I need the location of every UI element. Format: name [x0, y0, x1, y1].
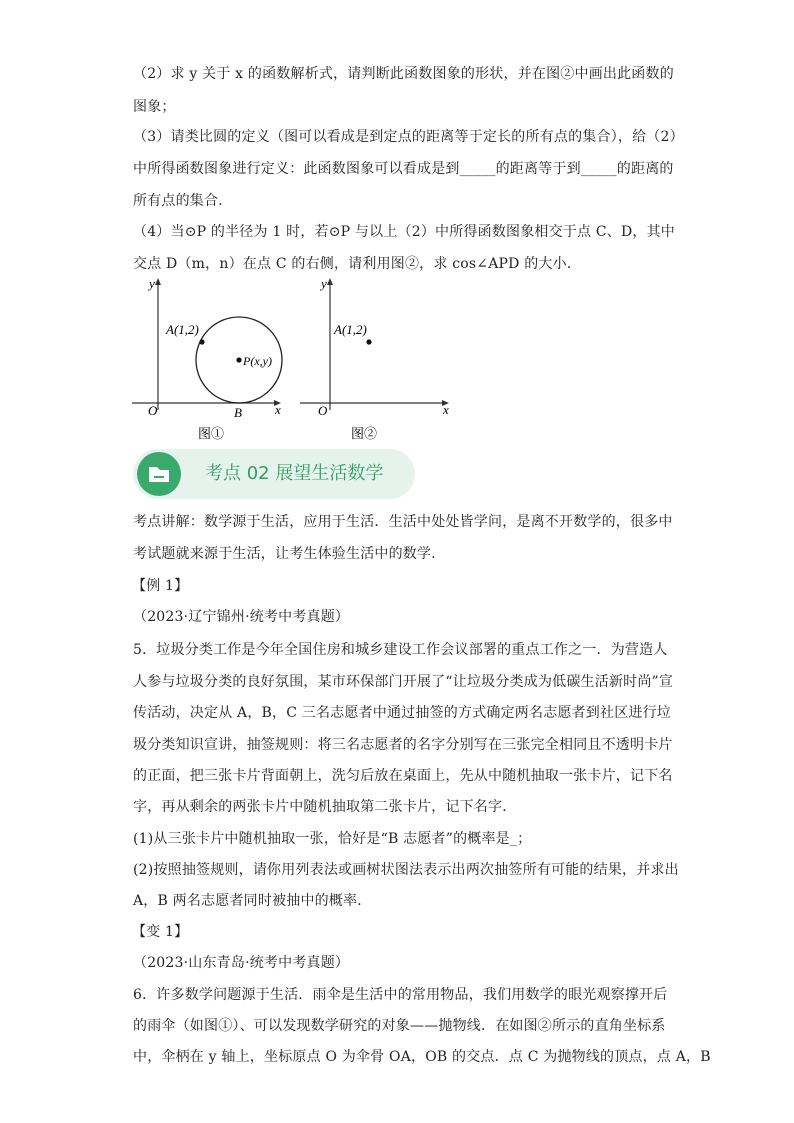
fig1-y-label: y	[149, 276, 155, 291]
variant-label: 【变 1】	[132, 924, 189, 940]
example-label: 【例 1】	[132, 578, 189, 594]
variant-source: （2023·山东青岛·统考中考真题）	[133, 955, 350, 971]
fig2-y-arrow-icon	[327, 278, 333, 285]
example-line-8: (2)按照抽签规则，请你用列表法或画树状图法表示出两次抽签所有可能的结果，并求出	[133, 862, 679, 878]
example-line-1: 5．垃圾分类工作是今年全国住房和城乡建设工作会议部署的重点工作之一．为营造人	[133, 642, 668, 658]
example-line-5: 的正面，把三张卡片背面朝上，洗匀后放在桌面上，先从中随机抽取一张卡片，记下名	[133, 768, 673, 784]
fig1-caption: 图①	[198, 426, 225, 441]
section-intro-line-2: 考试题就来源于生活，让考生体验生活中的数学．	[133, 546, 446, 562]
example-line-7: (1)从三张卡片中随机抽取一张，恰好是“B 志愿者”的概率是_；	[133, 831, 532, 847]
q3-line-2: 中所得函数图象进行定义：此函数图象可以看成是到_____的距离等于到_____的距离的	[133, 161, 674, 177]
q3-line-1: （3）请类比圆的定义（图可以看成是到定点的距离等于定长的所有点的集合），给（2）	[133, 129, 684, 145]
section-title: 考点 02 展望生活数学	[205, 463, 384, 484]
section-intro-line-1: 考点讲解：数学源于生活，应用于生活．生活中处处皆学问，是离不开数学的，很多中	[133, 514, 673, 530]
fig1-origin-label: O	[148, 403, 158, 418]
q2-line-2: 图象；	[133, 99, 176, 115]
q4-line-2: 交点 D（m，n）在点 C 的右侧，请利用图②，求 cos∠APD 的大小．	[133, 256, 582, 272]
fig1-point-a-label: A(1,2)	[166, 322, 199, 337]
example-line-6: 字，再从剩余的两张卡片中随机抽取第二张卡片，记下名字．	[133, 799, 517, 815]
example-line-4: 圾分类知识宣讲，抽签规则：将三名志愿者的名字分别写在三张完全相同且不透明卡片	[133, 737, 673, 753]
fig2-x-label: x	[443, 402, 449, 417]
example-source: （2023·辽宁锦州·统考中考真题）	[133, 609, 350, 625]
folder-icon	[137, 452, 181, 496]
variant-line-3: 中，伞柄在 y 轴上，坐标原点 O 为伞骨 OA，OB 的交点．点 C 为抛物线的顶点，点 A，B	[133, 1049, 711, 1065]
example-line-2: 人参与垃圾分类的良好氛围，某市环保部门开展了“让垃圾分类成为低碳生活新时尚”宣	[133, 674, 674, 690]
q3-line-3: 所有点的集合．	[133, 193, 233, 209]
fig1-point-b-label: B	[234, 405, 242, 420]
example-line-9: A，B 两名志愿者同时被抽中的概率．	[133, 893, 372, 909]
fig2-origin-label: O	[318, 403, 328, 418]
fig1-y-arrow-icon	[155, 278, 161, 285]
variant-line-2: 的雨伞（如图①）、可以发现数学研究的对象——抛物线．在如图②所示的直角坐标系	[133, 1018, 666, 1034]
q2-line-1: （2）求 y 关于 x 的函数解析式，请判断此函数图象的形状，并在图②中画出此函数的	[133, 66, 674, 82]
figure-2	[296, 276, 456, 444]
fig1-point-a-dot	[199, 339, 204, 344]
fig1-x-label: x	[275, 402, 281, 417]
fig2-caption: 图②	[351, 426, 378, 441]
fig2-y-label: y	[321, 276, 327, 291]
q4-line-1: （4）当⊙P 的半径为 1 时，若⊙P 与以上（2）中所得函数图象相交于点 C、D，其中	[133, 224, 676, 240]
variant-line-1: 6．许多数学问题源于生活．雨伞是生活中的常用物品，我们用数学的眼光观察撑开后	[133, 987, 668, 1003]
example-line-3: 传活动，决定从 A，B，C 三名志愿者中通过抽签的方式确定两名志愿者到社区进行垃	[133, 705, 672, 721]
fig2-point-a-dot	[366, 339, 371, 344]
fig1-point-p-dot	[236, 357, 241, 362]
fig1-point-p-label: P(x,y)	[243, 354, 272, 368]
fig2-point-a-label: A(1,2)	[334, 322, 367, 337]
folder-icon-svg	[137, 452, 181, 496]
figure-1	[128, 276, 293, 444]
